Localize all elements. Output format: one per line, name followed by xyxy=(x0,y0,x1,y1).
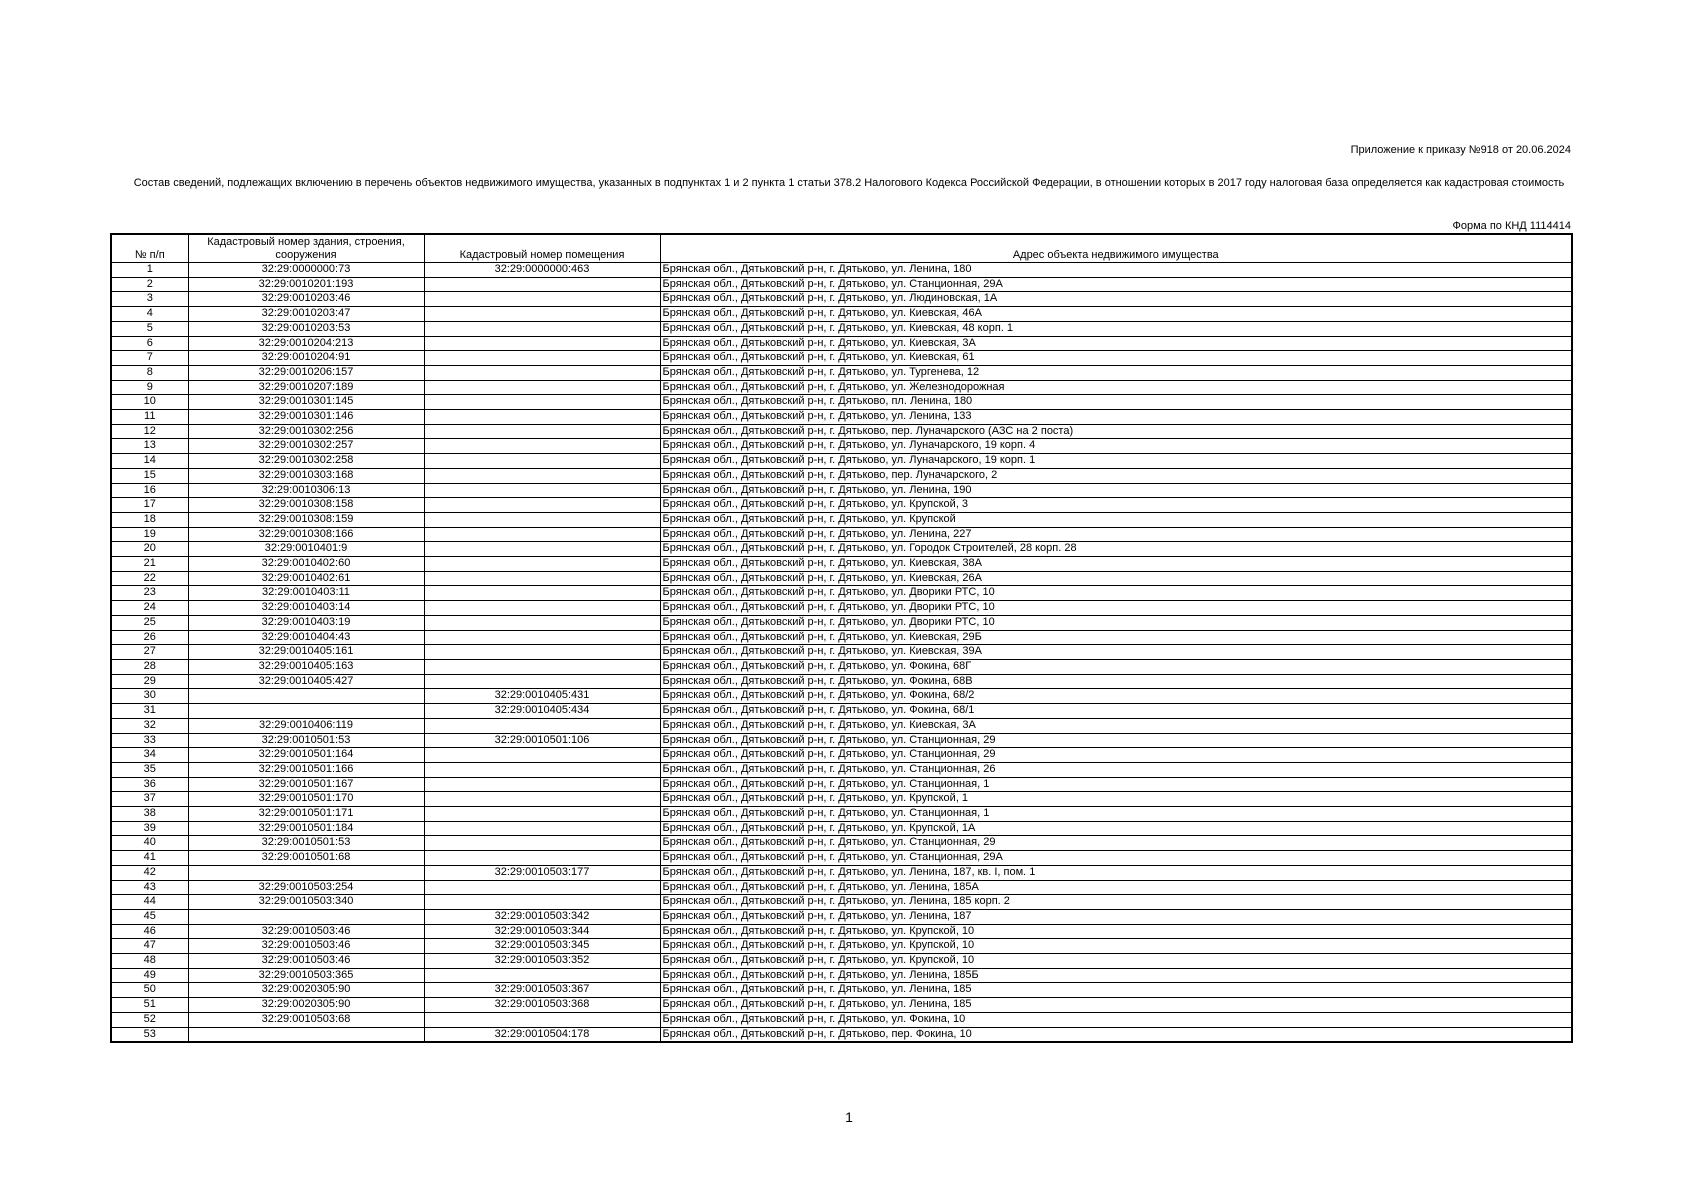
building-cadastral-number: 32:29:0010405:427 xyxy=(188,674,424,689)
building-cadastral-number: 32:29:0010204:213 xyxy=(188,336,424,351)
table-row xyxy=(111,365,1572,380)
building-cadastral-number: 32:29:0010501:164 xyxy=(188,748,424,763)
room-cadastral-number xyxy=(424,895,660,910)
property-address: Брянская обл., Дятьковский р-н, г. Дятьково, ул. Фокина, 68/1 xyxy=(660,704,1572,719)
property-address: Брянская обл., Дятьковский р-н, г. Дятьково, ул. Киевская, 39А xyxy=(660,645,1572,660)
room-cadastral-number xyxy=(424,718,660,733)
table-row xyxy=(111,983,1572,998)
building-cadastral-number: 32:29:0010403:19 xyxy=(188,615,424,630)
table-row xyxy=(111,512,1572,527)
property-address: Брянская обл., Дятьковский р-н, г. Дятьково, ул. Станционная, 1 xyxy=(660,777,1572,792)
row-number: 27 xyxy=(111,645,188,660)
row-number: 5 xyxy=(111,321,188,336)
room-cadastral-number: 32:29:0010503:342 xyxy=(424,909,660,924)
table-row xyxy=(111,718,1572,733)
table-row xyxy=(111,542,1572,557)
room-cadastral-number xyxy=(424,880,660,895)
row-number: 15 xyxy=(111,468,188,483)
room-cadastral-number xyxy=(424,836,660,851)
room-cadastral-number: 32:29:0010503:344 xyxy=(424,924,660,939)
room-cadastral-number xyxy=(424,659,660,674)
room-cadastral-number: 32:29:0010503:367 xyxy=(424,983,660,998)
building-cadastral-number: 32:29:0010206:157 xyxy=(188,365,424,380)
property-address: Брянская обл., Дятьковский р-н, г. Дятьково, ул. Крупской, 1А xyxy=(660,821,1572,836)
building-cadastral-number: 32:29:0010204:91 xyxy=(188,351,424,366)
row-number: 43 xyxy=(111,880,188,895)
room-cadastral-number xyxy=(424,351,660,366)
building-cadastral-number xyxy=(188,865,424,880)
row-number: 25 xyxy=(111,615,188,630)
property-address: Брянская обл., Дятьковский р-н, г. Дятьково, ул. Железнодорожная xyxy=(660,380,1572,395)
building-cadastral-number: 32:29:0010401:9 xyxy=(188,542,424,557)
table-row xyxy=(111,968,1572,983)
property-address: Брянская обл., Дятьковский р-н, г. Дятьково, ул. Ленина, 187, кв. I, пом. 1 xyxy=(660,865,1572,880)
table-row xyxy=(111,483,1572,498)
row-number: 47 xyxy=(111,939,188,954)
property-address: Брянская обл., Дятьковский р-н, г. Дятьково, ул. Ленина, 185 корп. 2 xyxy=(660,895,1572,910)
property-address: Брянская обл., Дятьковский р-н, г. Дятьково, ул. Станционная, 29 xyxy=(660,733,1572,748)
room-cadastral-number xyxy=(424,321,660,336)
table-row xyxy=(111,998,1572,1013)
property-address: Брянская обл., Дятьковский р-н, г. Дятьково, ул. Крупской, 3 xyxy=(660,498,1572,513)
building-cadastral-number: 32:29:0010503:340 xyxy=(188,895,424,910)
row-number: 4 xyxy=(111,307,188,322)
property-address: Брянская обл., Дятьковский р-н, г. Дятьково, ул. Тургенева, 12 xyxy=(660,365,1572,380)
property-address: Брянская обл., Дятьковский р-н, г. Дятьково, ул. Ленина, 185Б xyxy=(660,968,1572,983)
property-address: Брянская обл., Дятьковский р-н, г. Дятьково, ул. Крупской, 10 xyxy=(660,924,1572,939)
column-header-address: Адрес объекта недвижимого имущества xyxy=(660,234,1572,263)
building-cadastral-number: 32:29:0010503:365 xyxy=(188,968,424,983)
table-row xyxy=(111,939,1572,954)
building-cadastral-number: 32:29:0010403:14 xyxy=(188,601,424,616)
building-cadastral-number: 32:29:0020305:90 xyxy=(188,998,424,1013)
row-number: 41 xyxy=(111,851,188,866)
page-number: 1 xyxy=(845,1109,853,1125)
building-cadastral-number: 32:29:0010207:189 xyxy=(188,380,424,395)
building-cadastral-number: 32:29:0010501:166 xyxy=(188,762,424,777)
property-address: Брянская обл., Дятьковский р-н, г. Дятьково, ул. Городок Строителей, 28 корп. 28 xyxy=(660,542,1572,557)
table-row xyxy=(111,468,1572,483)
property-address: Брянская обл., Дятьковский р-н, г. Дятьково, ул. Крупской xyxy=(660,512,1572,527)
room-cadastral-number xyxy=(424,380,660,395)
building-cadastral-number: 32:29:0010501:170 xyxy=(188,792,424,807)
building-cadastral-number: 32:29:0010501:68 xyxy=(188,851,424,866)
property-address: Брянская обл., Дятьковский р-н, г. Дятьково, пл. Ленина, 180 xyxy=(660,395,1572,410)
row-number: 49 xyxy=(111,968,188,983)
table-row xyxy=(111,689,1572,704)
table-row xyxy=(111,1012,1572,1027)
table-row xyxy=(111,292,1572,307)
property-address: Брянская обл., Дятьковский р-н, г. Дятьково, ул. Киевская, 3А xyxy=(660,336,1572,351)
room-cadastral-number xyxy=(424,527,660,542)
building-cadastral-number: 32:29:0010302:257 xyxy=(188,439,424,454)
table-row xyxy=(111,439,1572,454)
table-row xyxy=(111,630,1572,645)
row-number: 29 xyxy=(111,674,188,689)
room-cadastral-number xyxy=(424,424,660,439)
table-row xyxy=(111,704,1572,719)
row-number: 42 xyxy=(111,865,188,880)
row-number: 6 xyxy=(111,336,188,351)
room-cadastral-number xyxy=(424,468,660,483)
room-cadastral-number xyxy=(424,542,660,557)
room-cadastral-number: 32:29:0010503:368 xyxy=(424,998,660,1013)
table-row xyxy=(111,615,1572,630)
table-row xyxy=(111,659,1572,674)
building-cadastral-number: 32:29:0010301:146 xyxy=(188,410,424,425)
property-address: Брянская обл., Дятьковский р-н, г. Дятьково, ул. Дворики РТС, 10 xyxy=(660,601,1572,616)
room-cadastral-number xyxy=(424,277,660,292)
building-cadastral-number: 32:29:0010501:53 xyxy=(188,733,424,748)
room-cadastral-number xyxy=(424,851,660,866)
row-number: 7 xyxy=(111,351,188,366)
row-number: 23 xyxy=(111,586,188,601)
document-title: Состав сведений, подлежащих включению в перечень объектов недвижимого имущества, указанных в подпунктах 1 и 2 пункта 1 статьи 378.2 Налогового Кодекса Российской Федерации, в отношении которых в 2017 году налоговая база определяется как кадастровая стоимость xyxy=(133,177,1565,189)
building-cadastral-number: 32:29:0010302:258 xyxy=(188,454,424,469)
form-code: Форма по КНД 1114414 xyxy=(1452,220,1571,232)
table-row xyxy=(111,1027,1572,1042)
room-cadastral-number xyxy=(424,1012,660,1027)
building-cadastral-number: 32:29:0010503:68 xyxy=(188,1012,424,1027)
row-number: 30 xyxy=(111,689,188,704)
building-cadastral-number: 32:29:0010501:171 xyxy=(188,807,424,822)
room-cadastral-number: 32:29:0010503:345 xyxy=(424,939,660,954)
room-cadastral-number: 32:29:0010503:177 xyxy=(424,865,660,880)
table-row xyxy=(111,321,1572,336)
row-number: 37 xyxy=(111,792,188,807)
table-row xyxy=(111,307,1572,322)
property-address: Брянская обл., Дятьковский р-н, г. Дятьково, ул. Станционная, 29 xyxy=(660,836,1572,851)
row-number: 33 xyxy=(111,733,188,748)
row-number: 9 xyxy=(111,380,188,395)
room-cadastral-number: 32:29:0000000:463 xyxy=(424,263,660,278)
room-cadastral-number xyxy=(424,454,660,469)
row-number: 20 xyxy=(111,542,188,557)
column-header-number: № п/п xyxy=(111,234,188,263)
building-cadastral-number: 32:29:0010308:166 xyxy=(188,527,424,542)
property-address: Брянская обл., Дятьковский р-н, г. Дятьково, ул. Ленина, 227 xyxy=(660,527,1572,542)
row-number: 21 xyxy=(111,557,188,572)
property-address: Брянская обл., Дятьковский р-н, г. Дятьково, ул. Станционная, 26 xyxy=(660,762,1572,777)
table-row xyxy=(111,880,1572,895)
appendix-note: Приложение к приказу №918 от 20.06.2024 xyxy=(1350,144,1571,156)
room-cadastral-number xyxy=(424,601,660,616)
table-row xyxy=(111,762,1572,777)
property-address: Брянская обл., Дятьковский р-н, г. Дятьково, ул. Киевская, 38А xyxy=(660,557,1572,572)
table-row xyxy=(111,792,1572,807)
table-header-row xyxy=(111,234,1572,263)
table-row xyxy=(111,733,1572,748)
table-row xyxy=(111,380,1572,395)
table-row xyxy=(111,395,1572,410)
property-address: Брянская обл., Дятьковский р-н, г. Дятьково, пер. Луначарского, 2 xyxy=(660,468,1572,483)
row-number: 36 xyxy=(111,777,188,792)
building-cadastral-number xyxy=(188,909,424,924)
row-number: 44 xyxy=(111,895,188,910)
room-cadastral-number xyxy=(424,821,660,836)
property-address: Брянская обл., Дятьковский р-н, г. Дятьково, ул. Станционная, 29А xyxy=(660,277,1572,292)
row-number: 10 xyxy=(111,395,188,410)
row-number: 2 xyxy=(111,277,188,292)
table-row xyxy=(111,454,1572,469)
row-number: 13 xyxy=(111,439,188,454)
building-cadastral-number: 32:29:0010501:53 xyxy=(188,836,424,851)
row-number: 32 xyxy=(111,718,188,733)
property-address: Брянская обл., Дятьковский р-н, г. Дятьково, ул. Киевская, 26А xyxy=(660,571,1572,586)
building-cadastral-number: 32:29:0010503:46 xyxy=(188,954,424,969)
row-number: 12 xyxy=(111,424,188,439)
table-row xyxy=(111,527,1572,542)
row-number: 11 xyxy=(111,410,188,425)
building-cadastral-number xyxy=(188,1027,424,1042)
building-cadastral-number: 32:29:0000000:73 xyxy=(188,263,424,278)
table-row xyxy=(111,410,1572,425)
building-cadastral-number: 32:29:0010201:193 xyxy=(188,277,424,292)
row-number: 46 xyxy=(111,924,188,939)
table-row xyxy=(111,924,1572,939)
property-address: Брянская обл., Дятьковский р-н, г. Дятьково, пер. Фокина, 10 xyxy=(660,1027,1572,1042)
property-address: Брянская обл., Дятьковский р-н, г. Дятьково, ул. Крупской, 10 xyxy=(660,954,1572,969)
room-cadastral-number xyxy=(424,498,660,513)
property-address: Брянская обл., Дятьковский р-н, г. Дятьково, ул. Ленина, 180 xyxy=(660,263,1572,278)
building-cadastral-number: 32:29:0010306:13 xyxy=(188,483,424,498)
table-row xyxy=(111,777,1572,792)
row-number: 53 xyxy=(111,1027,188,1042)
table-row xyxy=(111,851,1572,866)
building-cadastral-number: 32:29:0010503:46 xyxy=(188,939,424,954)
room-cadastral-number xyxy=(424,645,660,660)
room-cadastral-number: 32:29:0010503:352 xyxy=(424,954,660,969)
row-number: 16 xyxy=(111,483,188,498)
table-row xyxy=(111,674,1572,689)
property-address: Брянская обл., Дятьковский р-н, г. Дятьково, ул. Ленина, 190 xyxy=(660,483,1572,498)
property-address: Брянская обл., Дятьковский р-н, г. Дятьково, ул. Киевская, 3А xyxy=(660,718,1572,733)
building-cadastral-number xyxy=(188,689,424,704)
building-cadastral-number: 32:29:0010405:161 xyxy=(188,645,424,660)
table-row xyxy=(111,865,1572,880)
table-row xyxy=(111,351,1572,366)
building-cadastral-number: 32:29:0010203:47 xyxy=(188,307,424,322)
property-address: Брянская обл., Дятьковский р-н, г. Дятьково, ул. Ленина, 185А xyxy=(660,880,1572,895)
table-row xyxy=(111,571,1572,586)
row-number: 50 xyxy=(111,983,188,998)
property-address: Брянская обл., Дятьковский р-н, г. Дятьково, ул. Станционная, 1 xyxy=(660,807,1572,822)
property-address: Брянская обл., Дятьковский р-н, г. Дятьково, ул. Фокина, 68В xyxy=(660,674,1572,689)
room-cadastral-number xyxy=(424,777,660,792)
room-cadastral-number xyxy=(424,395,660,410)
property-table xyxy=(110,233,1573,1043)
row-number: 8 xyxy=(111,365,188,380)
table-row xyxy=(111,557,1572,572)
table-row xyxy=(111,601,1572,616)
property-address: Брянская обл., Дятьковский р-н, г. Дятьково, ул. Дворики РТС, 10 xyxy=(660,615,1572,630)
table-row xyxy=(111,263,1572,278)
column-header-building: Кадастровый номер здания, строения, сооружения xyxy=(188,234,424,263)
property-address: Брянская обл., Дятьковский р-н, г. Дятьково, ул. Луначарского, 19 корп. 1 xyxy=(660,454,1572,469)
room-cadastral-number xyxy=(424,512,660,527)
room-cadastral-number xyxy=(424,336,660,351)
row-number: 3 xyxy=(111,292,188,307)
row-number: 19 xyxy=(111,527,188,542)
room-cadastral-number xyxy=(424,365,660,380)
building-cadastral-number: 32:29:0010308:158 xyxy=(188,498,424,513)
room-cadastral-number: 32:29:0010504:178 xyxy=(424,1027,660,1042)
table-row xyxy=(111,586,1572,601)
property-address: Брянская обл., Дятьковский р-н, г. Дятьково, ул. Ленина, 185 xyxy=(660,983,1572,998)
property-address: Брянская обл., Дятьковский р-н, г. Дятьково, ул. Киевская, 29Б xyxy=(660,630,1572,645)
room-cadastral-number xyxy=(424,483,660,498)
property-address: Брянская обл., Дятьковский р-н, г. Дятьково, ул. Крупской, 10 xyxy=(660,939,1572,954)
row-number: 28 xyxy=(111,659,188,674)
room-cadastral-number xyxy=(424,968,660,983)
building-cadastral-number: 32:29:0010503:254 xyxy=(188,880,424,895)
table-body xyxy=(111,263,1572,1043)
table-row xyxy=(111,424,1572,439)
building-cadastral-number: 32:29:0010402:61 xyxy=(188,571,424,586)
row-number: 1 xyxy=(111,263,188,278)
property-address: Брянская обл., Дятьковский р-н, г. Дятьково, пер. Луначарского (АЗС на 2 поста) xyxy=(660,424,1572,439)
room-cadastral-number: 32:29:0010405:431 xyxy=(424,689,660,704)
table-row xyxy=(111,336,1572,351)
property-address: Брянская обл., Дятьковский р-н, г. Дятьково, ул. Ленина, 133 xyxy=(660,410,1572,425)
table-row xyxy=(111,807,1572,822)
room-cadastral-number xyxy=(424,292,660,307)
building-cadastral-number: 32:29:0020305:90 xyxy=(188,983,424,998)
property-address: Брянская обл., Дятьковский р-н, г. Дятьково, ул. Людиновская, 1А xyxy=(660,292,1572,307)
room-cadastral-number xyxy=(424,557,660,572)
table-row xyxy=(111,277,1572,292)
row-number: 34 xyxy=(111,748,188,763)
table-row xyxy=(111,821,1572,836)
building-cadastral-number: 32:29:0010302:256 xyxy=(188,424,424,439)
room-cadastral-number xyxy=(424,439,660,454)
row-number: 24 xyxy=(111,601,188,616)
row-number: 18 xyxy=(111,512,188,527)
row-number: 48 xyxy=(111,954,188,969)
room-cadastral-number xyxy=(424,615,660,630)
building-cadastral-number: 32:29:0010406:119 xyxy=(188,718,424,733)
column-header-room: Кадастровый номер помещения xyxy=(424,234,660,263)
row-number: 45 xyxy=(111,909,188,924)
row-number: 51 xyxy=(111,998,188,1013)
row-number: 35 xyxy=(111,762,188,777)
property-address: Брянская обл., Дятьковский р-н, г. Дятьково, ул. Ленина, 185 xyxy=(660,998,1572,1013)
property-address: Брянская обл., Дятьковский р-н, г. Дятьково, ул. Луначарского, 19 корп. 4 xyxy=(660,439,1572,454)
property-address: Брянская обл., Дятьковский р-н, г. Дятьково, ул. Фокина, 68/2 xyxy=(660,689,1572,704)
room-cadastral-number xyxy=(424,748,660,763)
building-cadastral-number: 32:29:0010402:60 xyxy=(188,557,424,572)
property-address: Брянская обл., Дятьковский р-н, г. Дятьково, ул. Киевская, 61 xyxy=(660,351,1572,366)
property-address: Брянская обл., Дятьковский р-н, г. Дятьково, ул. Ленина, 187 xyxy=(660,909,1572,924)
row-number: 40 xyxy=(111,836,188,851)
building-cadastral-number xyxy=(188,704,424,719)
row-number: 17 xyxy=(111,498,188,513)
room-cadastral-number xyxy=(424,807,660,822)
room-cadastral-number xyxy=(424,307,660,322)
table-row xyxy=(111,748,1572,763)
room-cadastral-number: 32:29:0010501:106 xyxy=(424,733,660,748)
property-address: Брянская обл., Дятьковский р-н, г. Дятьково, ул. Киевская, 46А xyxy=(660,307,1572,322)
room-cadastral-number xyxy=(424,630,660,645)
property-address: Брянская обл., Дятьковский р-н, г. Дятьково, ул. Фокина, 68Г xyxy=(660,659,1572,674)
table-row xyxy=(111,498,1572,513)
property-address: Брянская обл., Дятьковский р-н, г. Дятьково, ул. Киевская, 48 корп. 1 xyxy=(660,321,1572,336)
building-cadastral-number: 32:29:0010404:43 xyxy=(188,630,424,645)
building-cadastral-number: 32:29:0010203:46 xyxy=(188,292,424,307)
row-number: 26 xyxy=(111,630,188,645)
building-cadastral-number: 32:29:0010203:53 xyxy=(188,321,424,336)
table-row xyxy=(111,645,1572,660)
room-cadastral-number xyxy=(424,586,660,601)
building-cadastral-number: 32:29:0010303:168 xyxy=(188,468,424,483)
property-address: Брянская обл., Дятьковский р-н, г. Дятьково, ул. Крупской, 1 xyxy=(660,792,1572,807)
row-number: 14 xyxy=(111,454,188,469)
row-number: 38 xyxy=(111,807,188,822)
row-number: 31 xyxy=(111,704,188,719)
room-cadastral-number xyxy=(424,762,660,777)
row-number: 22 xyxy=(111,571,188,586)
room-cadastral-number xyxy=(424,410,660,425)
room-cadastral-number xyxy=(424,674,660,689)
property-address: Брянская обл., Дятьковский р-н, г. Дятьково, ул. Дворики РТС, 10 xyxy=(660,586,1572,601)
building-cadastral-number: 32:29:0010301:145 xyxy=(188,395,424,410)
table-row xyxy=(111,836,1572,851)
building-cadastral-number: 32:29:0010308:159 xyxy=(188,512,424,527)
building-cadastral-number: 32:29:0010403:11 xyxy=(188,586,424,601)
property-address: Брянская обл., Дятьковский р-н, г. Дятьково, ул. Станционная, 29А xyxy=(660,851,1572,866)
property-address: Брянская обл., Дятьковский р-н, г. Дятьково, ул. Фокина, 10 xyxy=(660,1012,1572,1027)
table-row xyxy=(111,895,1572,910)
property-address: Брянская обл., Дятьковский р-н, г. Дятьково, ул. Станционная, 29 xyxy=(660,748,1572,763)
table-row xyxy=(111,954,1572,969)
building-cadastral-number: 32:29:0010503:46 xyxy=(188,924,424,939)
room-cadastral-number xyxy=(424,792,660,807)
building-cadastral-number: 32:29:0010501:184 xyxy=(188,821,424,836)
table-row xyxy=(111,909,1572,924)
row-number: 39 xyxy=(111,821,188,836)
building-cadastral-number: 32:29:0010405:163 xyxy=(188,659,424,674)
room-cadastral-number: 32:29:0010405:434 xyxy=(424,704,660,719)
row-number: 52 xyxy=(111,1012,188,1027)
room-cadastral-number xyxy=(424,571,660,586)
building-cadastral-number: 32:29:0010501:167 xyxy=(188,777,424,792)
